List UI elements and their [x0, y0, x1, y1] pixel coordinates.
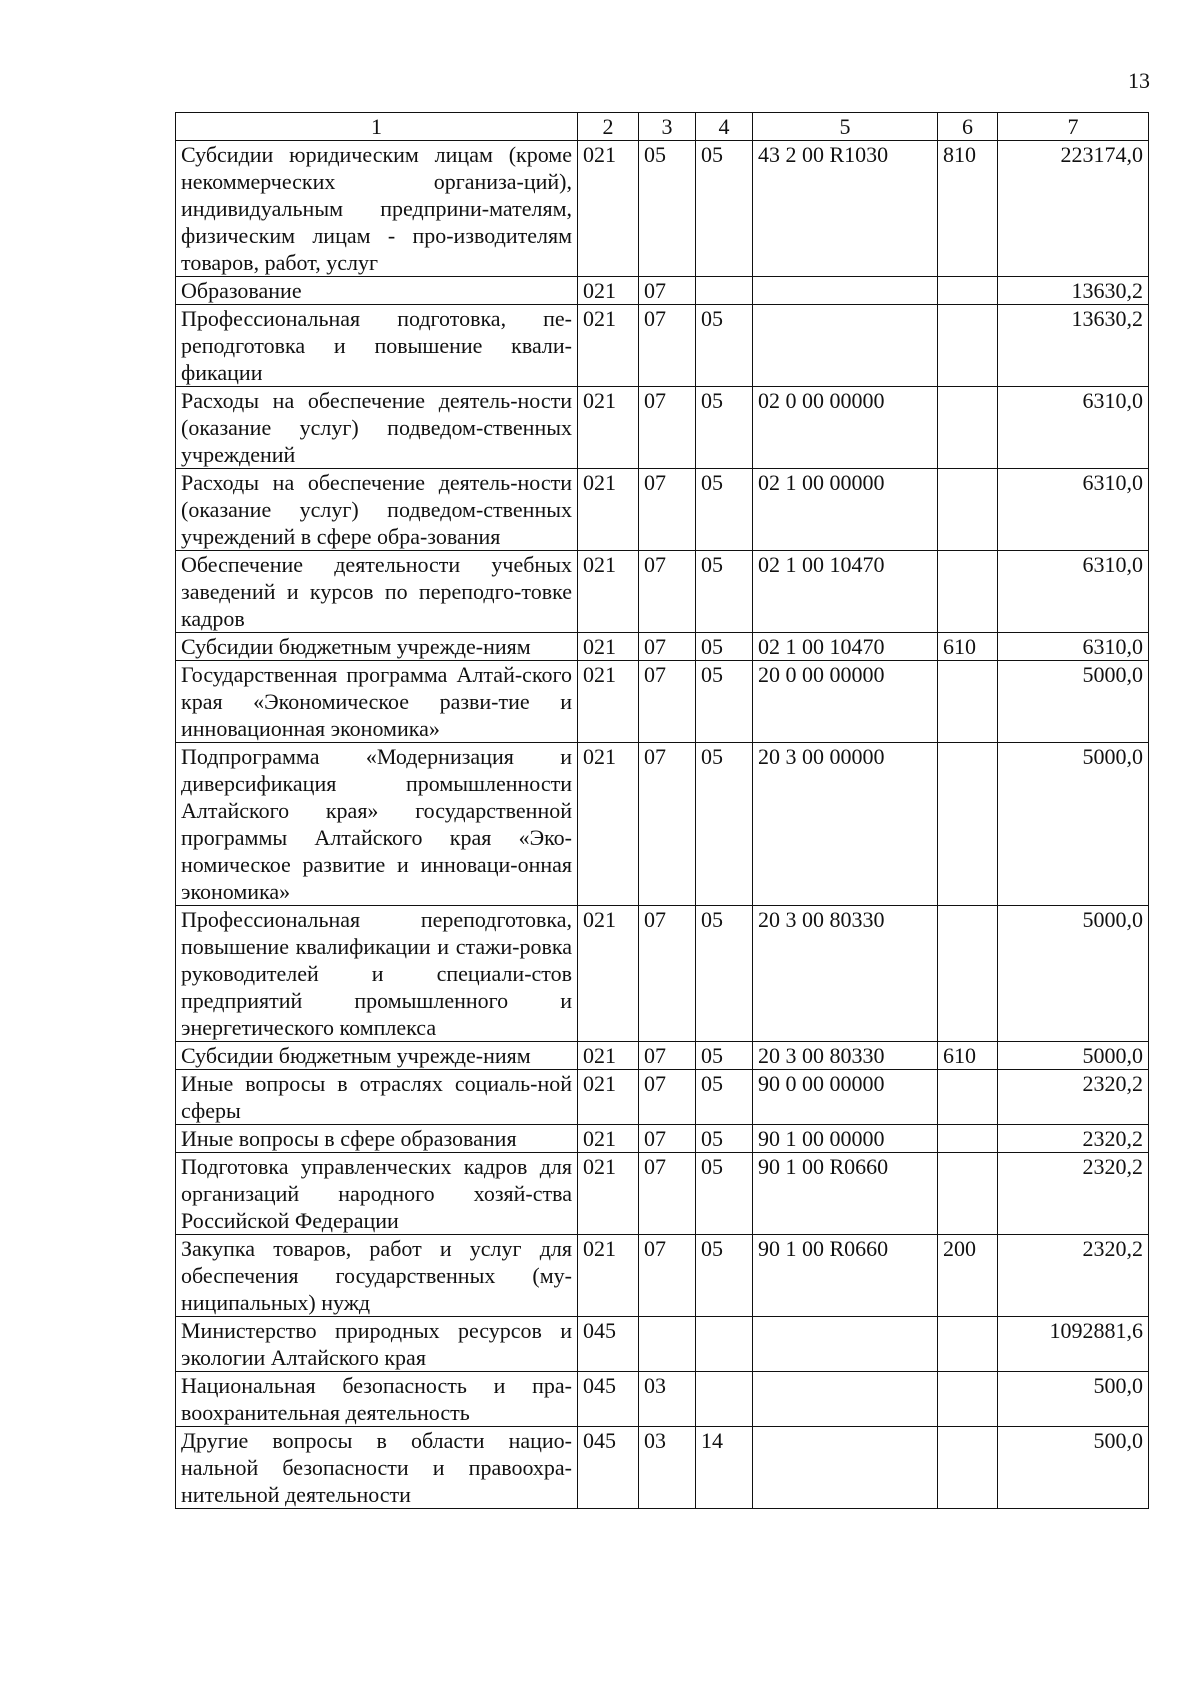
- section-code-cell: 07: [639, 661, 696, 743]
- amount-cell: 13630,2: [998, 305, 1149, 387]
- table-row: [176, 1372, 1149, 1427]
- expense-type-cell: [938, 743, 998, 906]
- table-row: [176, 661, 1149, 743]
- amount-cell: 5000,0: [998, 1042, 1149, 1070]
- subsection-code-cell: 05: [696, 551, 753, 633]
- target-article-cell: 20 0 00 00000: [753, 661, 938, 743]
- subsection-code-cell: 05: [696, 387, 753, 469]
- item-name-cell: Иные вопросы в сфере образования: [176, 1125, 578, 1153]
- section-code-cell: 03: [639, 1372, 696, 1427]
- item-name-cell: Расходы на обеспечение деятель-ности (оказание услуг) подведом-ственных учреждений: [176, 387, 578, 469]
- section-code-cell: 07: [639, 1125, 696, 1153]
- ministry-code-cell: 021: [578, 1235, 639, 1317]
- column-header: 3: [639, 113, 696, 141]
- amount-cell: 2320,2: [998, 1153, 1149, 1235]
- table-row: [176, 906, 1149, 1042]
- item-name-cell: Субсидии бюджетным учрежде-ниям: [176, 633, 578, 661]
- table-row: [176, 469, 1149, 551]
- expense-type-cell: [938, 1153, 998, 1235]
- amount-cell: 13630,2: [998, 277, 1149, 305]
- target-article-cell: [753, 1427, 938, 1509]
- amount-cell: 5000,0: [998, 906, 1149, 1042]
- section-code-cell: [639, 1317, 696, 1372]
- ministry-code-cell: 021: [578, 551, 639, 633]
- subsection-code-cell: [696, 1317, 753, 1372]
- amount-cell: 6310,0: [998, 551, 1149, 633]
- expense-type-cell: [938, 387, 998, 469]
- table-row: [176, 141, 1149, 277]
- item-name-cell: Профессиональная подготовка, пе-реподготовка и повышение квали-фикации: [176, 305, 578, 387]
- item-name-cell: Подготовка управленческих кадров для организаций народного хозяй-ства Российской Федерации: [176, 1153, 578, 1235]
- subsection-code-cell: 05: [696, 743, 753, 906]
- item-name-cell: Национальная безопасность и пра-воохранительная деятельность: [176, 1372, 578, 1427]
- table-row: [176, 633, 1149, 661]
- ministry-code-cell: 021: [578, 1042, 639, 1070]
- ministry-code-cell: 021: [578, 1153, 639, 1235]
- item-name-cell: Закупка товаров, работ и услуг для обеспечения государственных (му-ниципальных) нужд: [176, 1235, 578, 1317]
- expense-type-cell: [938, 469, 998, 551]
- item-name-cell: Образование: [176, 277, 578, 305]
- expense-type-cell: [938, 1372, 998, 1427]
- item-name-cell: Иные вопросы в отраслях социаль-ной сферы: [176, 1070, 578, 1125]
- subsection-code-cell: 05: [696, 1042, 753, 1070]
- column-header: 6: [938, 113, 998, 141]
- table-row: [176, 743, 1149, 906]
- amount-cell: 6310,0: [998, 633, 1149, 661]
- table-row: [176, 551, 1149, 633]
- ministry-code-cell: 045: [578, 1372, 639, 1427]
- section-code-cell: 07: [639, 743, 696, 906]
- amount-cell: 5000,0: [998, 743, 1149, 906]
- subsection-code-cell: 05: [696, 906, 753, 1042]
- expense-type-cell: 610: [938, 633, 998, 661]
- expense-type-cell: 810: [938, 141, 998, 277]
- target-article-cell: 90 1 00 R0660: [753, 1153, 938, 1235]
- expense-type-cell: 200: [938, 1235, 998, 1317]
- item-name-cell: Министерство природных ресурсов и экологии Алтайского края: [176, 1317, 578, 1372]
- section-code-cell: 07: [639, 277, 696, 305]
- target-article-cell: 20 3 00 80330: [753, 1042, 938, 1070]
- amount-cell: 5000,0: [998, 661, 1149, 743]
- expense-type-cell: [938, 1427, 998, 1509]
- table-row: [176, 1235, 1149, 1317]
- target-article-cell: [753, 1317, 938, 1372]
- expense-type-cell: [938, 661, 998, 743]
- column-header: 2: [578, 113, 639, 141]
- subsection-code-cell: 05: [696, 1125, 753, 1153]
- budget-table: [175, 112, 1149, 1509]
- table-row: [176, 1427, 1149, 1509]
- target-article-cell: 90 0 00 00000: [753, 1070, 938, 1125]
- item-name-cell: Подпрограмма «Модернизация и диверсификация промышленности Алтайского края» государственной программы Алтайского края «Эко-номическое развитие и инноваци-онная экономика»: [176, 743, 578, 906]
- section-code-cell: 05: [639, 141, 696, 277]
- ministry-code-cell: 021: [578, 633, 639, 661]
- amount-cell: 6310,0: [998, 469, 1149, 551]
- item-name-cell: Расходы на обеспечение деятель-ности (оказание услуг) подведом-ственных учреждений в сфере обра-зования: [176, 469, 578, 551]
- page-number: 13: [1128, 68, 1150, 93]
- subsection-code-cell: 05: [696, 1070, 753, 1125]
- section-code-cell: 07: [639, 1070, 696, 1125]
- subsection-code-cell: 14: [696, 1427, 753, 1509]
- ministry-code-cell: 021: [578, 1125, 639, 1153]
- table-row: [176, 1153, 1149, 1235]
- amount-cell: 2320,2: [998, 1235, 1149, 1317]
- ministry-code-cell: 021: [578, 1070, 639, 1125]
- amount-cell: 6310,0: [998, 387, 1149, 469]
- section-code-cell: 07: [639, 1153, 696, 1235]
- column-number-row: [176, 113, 1149, 141]
- column-header: 5: [753, 113, 938, 141]
- subsection-code-cell: 05: [696, 633, 753, 661]
- table-row: [176, 1317, 1149, 1372]
- subsection-code-cell: [696, 1372, 753, 1427]
- item-name-cell: Субсидии бюджетным учрежде-ниям: [176, 1042, 578, 1070]
- table-row: [176, 1125, 1149, 1153]
- target-article-cell: [753, 277, 938, 305]
- ministry-code-cell: 045: [578, 1427, 639, 1509]
- expense-type-cell: [938, 1125, 998, 1153]
- section-code-cell: 07: [639, 633, 696, 661]
- expense-type-cell: [938, 551, 998, 633]
- ministry-code-cell: 021: [578, 469, 639, 551]
- section-code-cell: 07: [639, 387, 696, 469]
- ministry-code-cell: 021: [578, 661, 639, 743]
- ministry-code-cell: 021: [578, 277, 639, 305]
- subsection-code-cell: [696, 277, 753, 305]
- table-body: [176, 141, 1149, 1509]
- section-code-cell: 07: [639, 1235, 696, 1317]
- section-code-cell: 03: [639, 1427, 696, 1509]
- subsection-code-cell: 05: [696, 1153, 753, 1235]
- amount-cell: 2320,2: [998, 1125, 1149, 1153]
- column-header: 7: [998, 113, 1149, 141]
- expense-type-cell: [938, 1070, 998, 1125]
- item-name-cell: Обеспечение деятельности учебных заведений и курсов по переподго-товке кадров: [176, 551, 578, 633]
- subsection-code-cell: 05: [696, 661, 753, 743]
- amount-cell: 500,0: [998, 1427, 1149, 1509]
- ministry-code-cell: 021: [578, 743, 639, 906]
- section-code-cell: 07: [639, 551, 696, 633]
- target-article-cell: 02 1 00 10470: [753, 633, 938, 661]
- subsection-code-cell: 05: [696, 141, 753, 277]
- target-article-cell: [753, 305, 938, 387]
- subsection-code-cell: 05: [696, 305, 753, 387]
- expense-type-cell: 610: [938, 1042, 998, 1070]
- expense-type-cell: [938, 906, 998, 1042]
- item-name-cell: Профессиональная переподготовка, повышение квалификации и стажи-ровка руководителей и специали-стов предприятий промышленного и энергетического комплекса: [176, 906, 578, 1042]
- target-article-cell: 02 1 00 10470: [753, 551, 938, 633]
- table-row: [176, 1042, 1149, 1070]
- amount-cell: 2320,2: [998, 1070, 1149, 1125]
- item-name-cell: Другие вопросы в области нацио-нальной безопасности и правоохра-нительной деятельности: [176, 1427, 578, 1509]
- table-row: [176, 387, 1149, 469]
- table-row: [176, 277, 1149, 305]
- section-code-cell: 07: [639, 1042, 696, 1070]
- target-article-cell: 02 1 00 00000: [753, 469, 938, 551]
- section-code-cell: 07: [639, 906, 696, 1042]
- expense-type-cell: [938, 277, 998, 305]
- column-header: 4: [696, 113, 753, 141]
- ministry-code-cell: 021: [578, 305, 639, 387]
- section-code-cell: 07: [639, 305, 696, 387]
- table-row: [176, 305, 1149, 387]
- expense-type-cell: [938, 1317, 998, 1372]
- target-article-cell: 43 2 00 R1030: [753, 141, 938, 277]
- target-article-cell: 20 3 00 00000: [753, 743, 938, 906]
- ministry-code-cell: 021: [578, 387, 639, 469]
- amount-cell: 500,0: [998, 1372, 1149, 1427]
- target-article-cell: [753, 1372, 938, 1427]
- ministry-code-cell: 021: [578, 906, 639, 1042]
- table-row: [176, 1070, 1149, 1125]
- subsection-code-cell: 05: [696, 1235, 753, 1317]
- target-article-cell: 90 1 00 R0660: [753, 1235, 938, 1317]
- amount-cell: 1092881,6: [998, 1317, 1149, 1372]
- item-name-cell: Государственная программа Алтай-ского края «Экономическое разви-тие и инновационная экономика»: [176, 661, 578, 743]
- expense-type-cell: [938, 305, 998, 387]
- target-article-cell: 90 1 00 00000: [753, 1125, 938, 1153]
- target-article-cell: 02 0 00 00000: [753, 387, 938, 469]
- ministry-code-cell: 021: [578, 141, 639, 277]
- section-code-cell: 07: [639, 469, 696, 551]
- ministry-code-cell: 045: [578, 1317, 639, 1372]
- target-article-cell: 20 3 00 80330: [753, 906, 938, 1042]
- column-header: 1: [176, 113, 578, 141]
- subsection-code-cell: 05: [696, 469, 753, 551]
- amount-cell: 223174,0: [998, 141, 1149, 277]
- item-name-cell: Субсидии юридическим лицам (кроме некоммерческих организа-ций), индивидуальным предприни-мателям, физическим лицам - про-изводителям товаров, работ, услуг: [176, 141, 578, 277]
